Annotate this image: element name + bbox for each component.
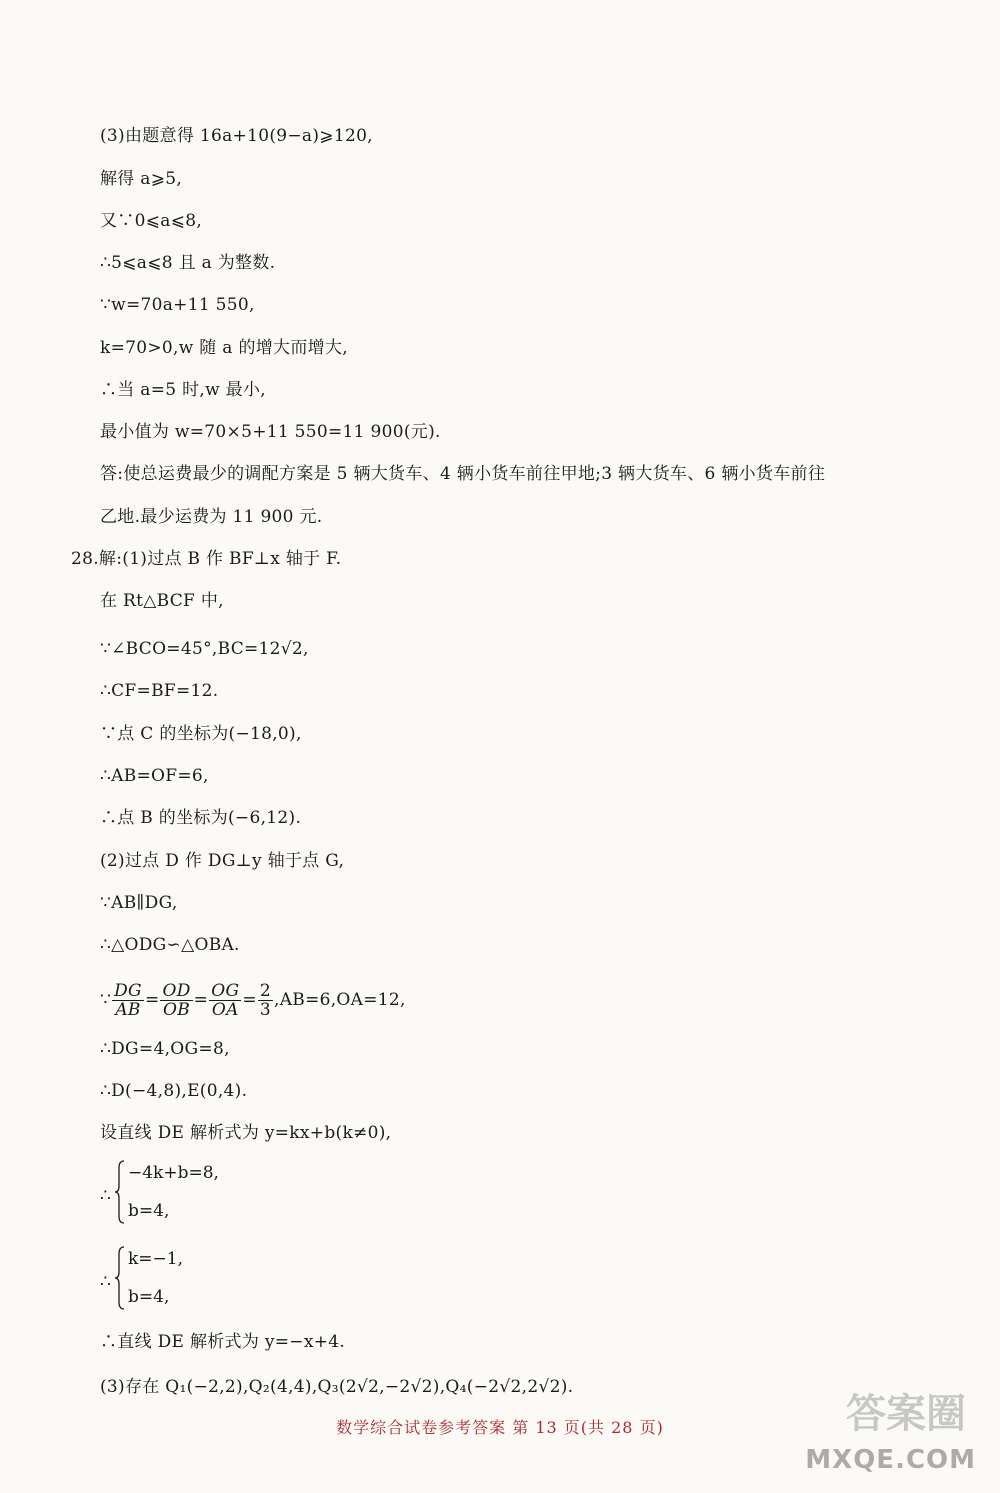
text-line: 乙地.最少运费为 11 900 元. — [100, 507, 323, 527]
fraction-og-oa: $\frac{OG}{OA}$ — [211, 981, 240, 1020]
fraction-dg-ab: $\frac{DG}{AB}$ — [114, 981, 142, 1020]
text-line: 最小值为 w=70×5+11 550=11 900(元). — [100, 422, 441, 442]
text-line: 又∵0⩽a⩽8, — [100, 211, 203, 231]
text-line: ∴AB=OF=6, — [100, 766, 209, 786]
fraction-two-thirds: $\frac{2}{3}$ — [259, 981, 271, 1020]
text-line: ∴点 B 的坐标为(−6,12). — [100, 808, 302, 828]
since-symbol: ∵ — [100, 990, 112, 1010]
system-row: k=−1, — [128, 1249, 184, 1269]
watermark-url-text: MXQE.COM — [805, 1445, 976, 1475]
page-footer: 数学综合试卷参考答案 第 13 页(共 28 页) — [336, 1418, 664, 1437]
system-row: b=4, — [128, 1201, 170, 1221]
text-line: ∴DG=4,OG=8, — [100, 1039, 230, 1059]
equation-system-2 — [100, 1246, 400, 1310]
text-line: (3)由题意得 16a+10(9−a)⩾120, — [100, 126, 373, 146]
text-line: ∴CF=BF=12. — [100, 681, 219, 701]
ratio-equation: ∵ $\frac{DG}{AB}$ = $\frac{OD}{OB}$ = $\frac{OG}{OA}$ = $\frac{2}{3}$ ,AB=6,OA=12, — [100, 981, 406, 1020]
text-line: 解得 a⩾5, — [100, 169, 183, 189]
watermark-logo — [786, 1391, 986, 1483]
equation-system-1 — [100, 1160, 400, 1224]
text-line: ∴△ODG∽△OBA. — [100, 935, 240, 955]
therefore-symbol: ∴ — [100, 1186, 111, 1206]
text-line: 设直线 DE 解析式为 y=kx+b(k≠0), — [100, 1123, 392, 1143]
watermark-cn-text: 答案圈 — [846, 1391, 966, 1437]
text-line: ∵w=70a+11 550, — [100, 295, 255, 315]
text-line: k=70>0,w 随 a 的增大而增大, — [100, 338, 348, 358]
text-line: ∴D(−4,8),E(0,4). — [100, 1081, 248, 1101]
text-line: ∴5⩽a⩽8 且 a 为整数. — [100, 253, 276, 273]
text-line: ∴当 a=5 时,w 最小, — [100, 380, 266, 400]
therefore-symbol: ∴ — [100, 1272, 111, 1292]
left-brace-icon — [115, 1246, 125, 1310]
text-line: (3)存在 Q₁(−2,2),Q₂(4,4),Q₃(2√2,−2√2),Q₄(−2√2,2√2). — [100, 1377, 574, 1397]
system-row: −4k+b=8, — [128, 1163, 219, 1183]
text-line: ∵AB∥DG, — [100, 893, 178, 913]
text-line: ∵点 C 的坐标为(−18,0), — [100, 724, 302, 744]
question-28-heading: 28.解:(1)过点 B 作 BF⊥x 轴于 F. — [71, 549, 342, 569]
system-row: b=4, — [128, 1287, 170, 1307]
text-line: (2)过点 D 作 DG⊥y 轴于点 G, — [100, 851, 345, 871]
text-line: 在 Rt△BCF 中, — [100, 591, 224, 611]
text-line: ∴直线 DE 解析式为 y=−x+4. — [100, 1332, 346, 1352]
text-line: ∵∠BCO=45°,BC=12√2, — [100, 639, 309, 659]
text-line: 答:使总运费最少的调配方案是 5 辆大货车、4 辆小货车前往甲地;3 辆大货车、6 辆小货车前往 — [100, 464, 826, 484]
left-brace-icon — [115, 1160, 125, 1224]
fraction-od-ob: $\frac{OD}{OB}$ — [162, 981, 191, 1020]
